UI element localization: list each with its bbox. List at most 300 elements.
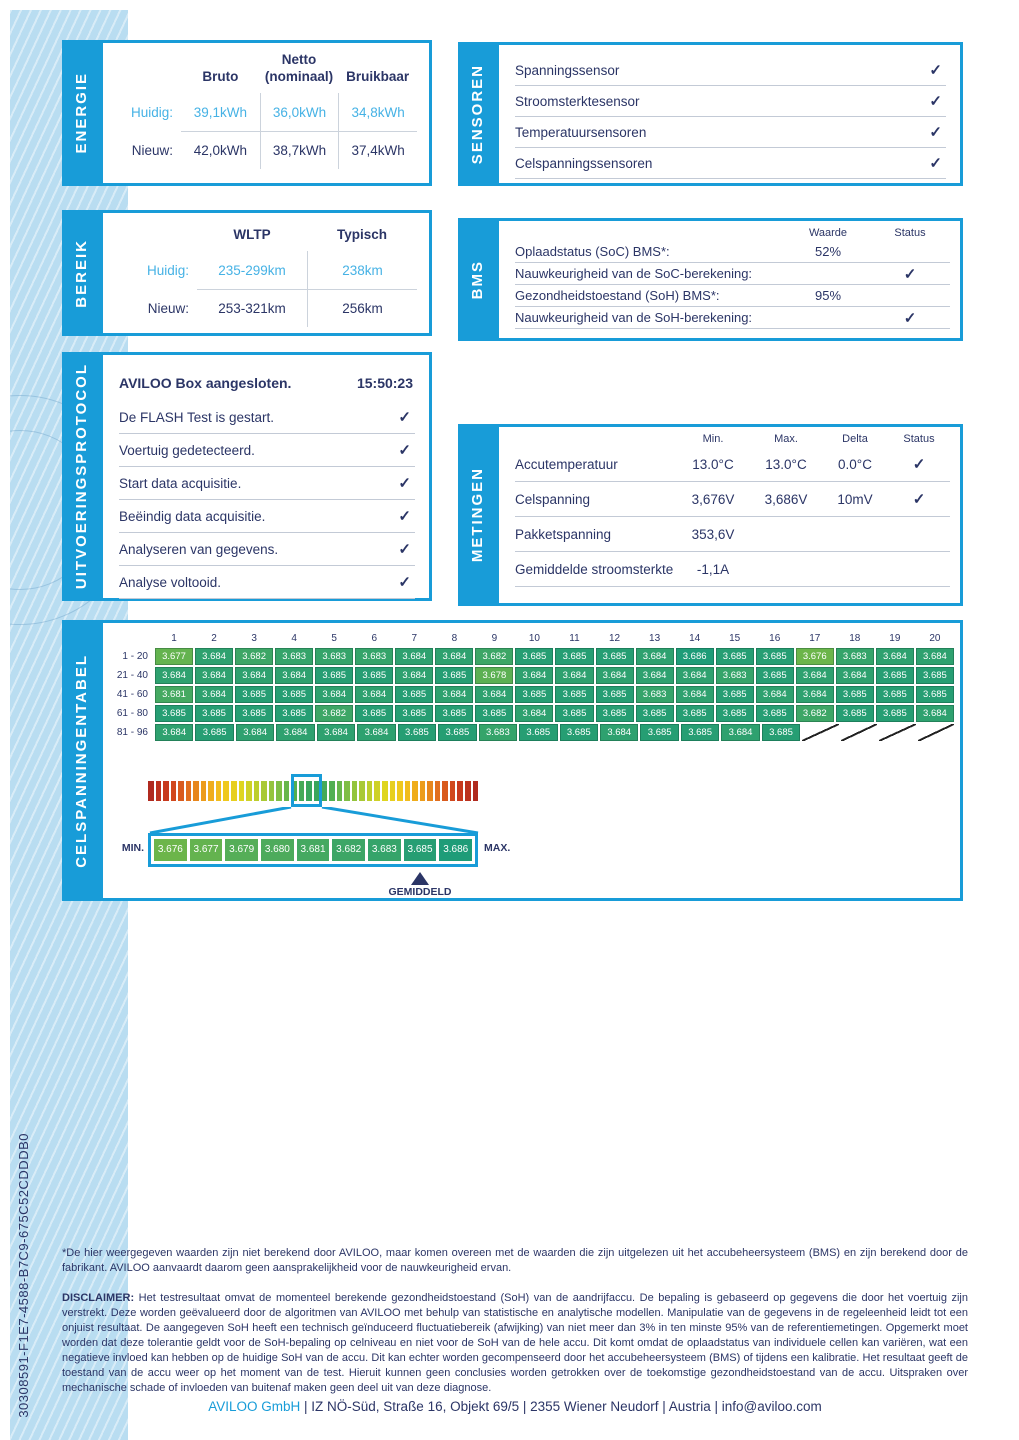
cell-table-row <box>109 705 954 722</box>
sensoren-tab <box>458 42 496 186</box>
gradient-bar-segment <box>148 781 154 801</box>
bms-tab <box>458 218 496 341</box>
bms-row-label: Nauwkeurigheid van de SoH-berekening: <box>515 310 753 325</box>
protocol-step-label: Start data acquisitie. <box>119 475 242 491</box>
protocol-step <box>119 401 415 434</box>
bms-row-label: Gezondheidstoestand (SoH) BMS*: <box>515 288 720 303</box>
bereik-tab-label: BEREIK <box>72 238 90 308</box>
gradient-bar-segment <box>239 781 245 801</box>
cell-voltage-value: 3.685 <box>515 648 553 665</box>
gradient-bar-segment <box>405 781 411 801</box>
gradient-bar-segment <box>367 781 373 801</box>
protocol-tab-label: UITVOERINGSPROTOCOL <box>72 363 90 590</box>
cell-voltage-value: 3.685 <box>756 648 794 665</box>
cell-voltage-value: 3.684 <box>195 667 233 684</box>
footnote: *De hier weergegeven waarden zijn niet berekend door AVILOO, maar komen overeen met de waarden die zijn uitgelezen uit het accubeheersysteem (BMS) en zijn berekend door de fabrikant. AVILOO aanvaardt daarom geen aansprakelijkheid voor de nauwkeurigheid ervan. <box>62 1247 968 1274</box>
bereik-value: 238km <box>307 251 417 289</box>
cell-voltage-value: 3.685 <box>876 686 914 703</box>
check-icon: ✓ <box>929 124 942 141</box>
cell-voltage-value: 3.684 <box>916 648 954 665</box>
metingen-min: 3,676V <box>691 491 735 507</box>
gradient-bar-segment <box>284 781 290 801</box>
cell-voltage-value: 3.685 <box>275 705 313 722</box>
cell-column-header: 10 <box>528 633 540 644</box>
bms-row <box>515 285 950 307</box>
cell-voltage-value: 3.685 <box>435 705 473 722</box>
cell-voltage-value: 3.685 <box>756 705 794 722</box>
cell-voltage-value: 3.684 <box>836 667 874 684</box>
cell-column-header: 8 <box>451 633 458 644</box>
report-id: 30308591-F1E7-4588-B7C9-675C52CDDDB0 <box>16 1133 31 1418</box>
gradient-bar-segment <box>322 781 328 801</box>
cell-voltage-value: 3.684 <box>235 667 273 684</box>
energie-value: 36,0kWh <box>260 93 339 131</box>
bms-row <box>515 241 950 263</box>
cell-voltage-value: 3.684 <box>756 686 794 703</box>
cell-column-header: 12 <box>608 633 621 644</box>
bms-row-label: Oplaadstatus (SoC) BMS*: <box>515 244 670 259</box>
cell-voltage-value: 3.685 <box>315 667 353 684</box>
disclaimer-text: Het testresultaat omvat de momenteel berekende gezondheidstoestand (SoH) van de aandrijfaccu. De bepaling is gebaseerd op gegevens die door het voertuig zijn verstrekt. Deze worden geëvalueerd door de algoritmen van AVILOO met behulp van statistische en analytische modellen. Manipulatie van de gegevens in de regeleenheid leidt tot een onjuist resultaat. De aangegeven SoH heeft een technisch geïnduceerd fluctuatiebereik (afwijking) van niet meer dan 3% in ten minste 95% van de referentiemetingen. Opgemerkt moet worden dat deze tolerantie geldt voor de SoH-bepaling op celniveau en niet voor de SoH van de hele accu. Dit komt omdat de oplaadstatus van individuele cellen kan variëren, wat een negatieve invloed kan hebben op de huidige SoH van de accu. Dit kan echter worden gecompenseerd door het accubeheersysteem (BMS) of tijdens een kalibratie. Het resultaat geeft de toestand van de accu weer op het moment van de test. Hieruit kunnen geen conclusies worden getrokken over de toekomstige gezondheidstoestand van de accu. Uitspraken over mechanische schade of invloeden van buitenaf maken geen deel uit van deze diagnose. <box>62 1292 968 1394</box>
status-check-icon: ✓ <box>912 491 926 508</box>
metingen-row-label: Celspanning <box>515 491 591 507</box>
cell-voltage-value: 3.684 <box>676 667 714 684</box>
metingen-rows <box>499 447 960 587</box>
bereik-panel <box>62 210 432 336</box>
gradient-bar-segment <box>344 781 350 801</box>
gradient-bar-segment <box>465 781 471 801</box>
disclaimer <box>62 1291 968 1396</box>
cell-voltage-value: 3.683 <box>636 686 674 703</box>
bms-panel <box>458 218 963 341</box>
zoom-strip-cell: 3.685 <box>404 839 437 861</box>
cell-voltage-table <box>109 633 954 743</box>
cell-voltage-value: 3.685 <box>355 705 393 722</box>
zoom-strip-cell: 3.676 <box>154 839 187 861</box>
cell-voltage-value: 3.684 <box>195 686 233 703</box>
cell-voltage-value: 3.684 <box>876 648 914 665</box>
cell-voltage-value: 3.683 <box>479 724 517 741</box>
cell-voltage-value: 3.684 <box>515 705 553 722</box>
cell-voltage-value: 3.682 <box>796 705 834 722</box>
gradient-bar-segment <box>337 781 343 801</box>
energie-value: 34,8kWh <box>338 93 417 131</box>
cell-voltage-value: 3.684 <box>317 724 355 741</box>
gradient-bar-segment <box>450 781 456 801</box>
sensoren-panel <box>458 42 963 186</box>
footer-address: | IZ NÖ-Süd, Straße 16, Objekt 69/5 | 2355 Wiener Neudorf | Austria | info@aviloo.com <box>300 1399 822 1414</box>
average-label: GEMIDDELD <box>388 886 452 898</box>
sensor-label: Stroomsterktesensor <box>515 93 640 109</box>
protocol-step <box>119 533 415 566</box>
cell-voltage-value: 3.684 <box>355 686 393 703</box>
cell-voltage-value: 3.682 <box>475 648 513 665</box>
energie-value: 38,7kWh <box>260 131 339 169</box>
protocol-step-label: Voertuig gedetecteerd. <box>119 442 255 458</box>
metingen-header-status: Status <box>903 433 935 445</box>
check-icon: ✓ <box>398 574 411 591</box>
cell-table-row <box>109 724 954 741</box>
cell-table-header-spacer <box>109 633 153 644</box>
check-icon: ✓ <box>398 442 411 459</box>
energie-row-label: Huidig: <box>130 104 173 120</box>
cell-voltage-value: 3.685 <box>636 705 674 722</box>
gradient-bar-segment <box>269 781 275 801</box>
metingen-row-label: Pakketspanning <box>515 526 612 542</box>
gradient-bar-segment <box>186 781 192 801</box>
gradient-bar-segment <box>178 781 184 801</box>
gradient-bar-segment <box>420 781 426 801</box>
gradient-zoom-outline <box>291 774 322 807</box>
cell-voltage-value: 3.685 <box>876 667 914 684</box>
cell-column-header: 1 <box>171 633 177 644</box>
bereik-grid <box>103 213 429 331</box>
cell-voltage-value: 3.684 <box>676 686 714 703</box>
gradient-bar-segment <box>208 781 214 801</box>
bereik-value: 235-299km <box>218 262 286 278</box>
bms-header-status: Status <box>894 227 926 239</box>
metingen-tab <box>458 424 496 606</box>
zoom-strip-cell: 3.677 <box>190 839 223 861</box>
bms-row <box>515 263 950 285</box>
metingen-header-row <box>499 427 960 447</box>
cell-column-header: 18 <box>849 633 861 644</box>
cell-voltage-value: 3.685 <box>395 686 433 703</box>
cell-voltage-value: 3.685 <box>756 667 794 684</box>
cell-voltage-value: 3.684 <box>555 667 593 684</box>
footer-company: AVILOO GmbH <box>208 1399 301 1414</box>
cell-column-header: 19 <box>889 633 901 644</box>
cell-row-label: 1 - 20 <box>122 651 148 662</box>
cell-column-header: 4 <box>291 633 297 644</box>
cell-voltage-value: 3.683 <box>716 667 754 684</box>
cell-voltage-value: 3.685 <box>235 686 273 703</box>
zoom-strip-cell: 3.683 <box>368 839 401 861</box>
sensor-label: Temperatuursensoren <box>515 124 647 140</box>
status-check-icon: ✓ <box>903 265 917 283</box>
cell-voltage-value: 3.685 <box>762 724 800 741</box>
cell-voltage-value: 3.685 <box>596 705 634 722</box>
protocol-step <box>119 467 415 500</box>
sensor-label: Spanningssensor <box>515 62 620 78</box>
energie-header-netto: Netto (nominaal) <box>264 52 334 85</box>
bms-row <box>515 307 950 329</box>
cell-voltage-value: 3.685 <box>560 724 598 741</box>
cell-voltage-value: 3.685 <box>916 686 954 703</box>
average-marker-triangle <box>411 872 429 885</box>
max-label: MAX. <box>484 842 511 854</box>
cell-column-header: 6 <box>371 633 378 644</box>
status-check-icon: ✓ <box>912 456 926 473</box>
sensor-row <box>515 117 946 148</box>
cell-table-row <box>109 667 954 684</box>
check-icon: ✓ <box>398 508 411 525</box>
min-label: MIN. <box>121 842 144 854</box>
gradient-bar-segment <box>216 781 222 801</box>
gradient-bar-segment <box>231 781 237 801</box>
zoom-strip-cell: 3.686 <box>439 839 472 861</box>
zoom-strip-cell: 3.682 <box>332 839 365 861</box>
protocol-title-row <box>119 365 415 401</box>
cell-voltage-value: 3.683 <box>355 648 393 665</box>
cell-voltage-value: 3.684 <box>596 667 634 684</box>
check-icon: ✓ <box>929 62 942 79</box>
cell-voltage-value: 3.686 <box>676 648 714 665</box>
gradient-bar-segment <box>397 781 403 801</box>
bereik-tab <box>62 210 100 336</box>
cell-voltage-value: 3.685 <box>640 724 678 741</box>
cell-column-header: 20 <box>929 633 941 644</box>
check-icon: ✓ <box>929 93 942 110</box>
metingen-row <box>515 552 950 587</box>
cell-empty-slash <box>802 724 838 741</box>
protocol-step <box>119 434 415 467</box>
cell-voltage-value: 3.685 <box>836 686 874 703</box>
bereik-value: 256km <box>307 289 417 327</box>
cell-voltage-value: 3.685 <box>435 667 473 684</box>
gradient-bar-segment <box>412 781 418 801</box>
metingen-max: 3,686V <box>764 491 808 507</box>
sensoren-tab-label: SENSOREN <box>468 63 486 165</box>
cell-column-header: 17 <box>809 633 821 644</box>
bereik-box <box>100 210 432 336</box>
zoom-funnel-lines <box>143 807 493 833</box>
metingen-delta: 10mV <box>837 491 873 507</box>
cell-voltage-value: 3.685 <box>235 705 273 722</box>
sensor-row <box>515 148 946 179</box>
cell-table-header-row <box>109 633 954 644</box>
check-icon: ✓ <box>398 475 411 492</box>
gradient-bar-segment <box>246 781 252 801</box>
protocol-step-label: De FLASH Test is gestart. <box>119 409 275 425</box>
cell-voltage-value: 3.683 <box>836 648 874 665</box>
cell-voltage-value: 3.684 <box>916 705 954 722</box>
cell-column-header: 2 <box>211 633 217 644</box>
bms-row-value: 52% <box>814 244 842 259</box>
cell-column-header: 13 <box>649 633 661 644</box>
gradient-bar-segment <box>374 781 380 801</box>
energie-row-label: Nieuw: <box>131 142 173 158</box>
celspanningen-panel <box>62 620 963 901</box>
gradient-bar-segment <box>261 781 267 801</box>
energie-tab-label: ENERGIE <box>72 72 90 154</box>
cell-voltage-value: 3.684 <box>195 648 233 665</box>
gradient-bar-segment <box>442 781 448 801</box>
bereik-row-label: Nieuw: <box>147 300 189 316</box>
metingen-delta: 0.0°C <box>838 456 872 472</box>
cell-voltage-value: 3.684 <box>155 667 193 684</box>
sensor-label: Celspanningssensoren <box>515 155 653 171</box>
gradient-bar-segment <box>193 781 199 801</box>
check-icon: ✓ <box>398 409 411 426</box>
cell-voltage-value: 3.685 <box>681 724 719 741</box>
gradient-bar-segment <box>201 781 207 801</box>
check-icon: ✓ <box>398 541 411 558</box>
status-check-icon: ✓ <box>903 309 917 327</box>
energie-value: 39,1kWh <box>193 104 247 120</box>
cell-voltage-value: 3.684 <box>475 686 513 703</box>
cell-voltage-value: 3.684 <box>155 724 193 741</box>
cell-voltage-value: 3.684 <box>796 686 834 703</box>
protocol-step-label: Analyseren van gegevens. <box>119 541 279 557</box>
cell-voltage-value: 3.685 <box>555 705 593 722</box>
zoom-strip-cell: 3.681 <box>297 839 330 861</box>
cell-voltage-value: 3.684 <box>515 667 553 684</box>
zoom-strip-cell: 3.680 <box>261 839 294 861</box>
celspanningen-tab-label: CELSPANNINGENTABEL <box>72 653 90 868</box>
bms-header-waarde: Waarde <box>808 227 848 239</box>
bms-tab-label: BMS <box>468 259 486 300</box>
energie-grid <box>103 43 429 173</box>
cell-voltage-value: 3.677 <box>155 648 193 665</box>
cell-voltage-value: 3.684 <box>276 724 314 741</box>
bereik-header-spacer <box>109 219 197 251</box>
voltage-zoom-strip <box>148 833 478 867</box>
metingen-row-label: Gemiddelde stroomsterkte <box>515 561 674 577</box>
cell-empty-slash <box>841 724 877 741</box>
gradient-bar-segment <box>276 781 282 801</box>
cell-voltage-value: 3.685 <box>716 705 754 722</box>
cell-voltage-value: 3.682 <box>315 705 353 722</box>
gradient-bar-segment <box>359 781 365 801</box>
gradient-bar-segment <box>156 781 162 801</box>
disclaimer-label: DISCLAIMER: <box>62 1292 135 1304</box>
metingen-box <box>496 424 963 606</box>
metingen-panel <box>458 424 963 606</box>
cell-voltage-value: 3.682 <box>235 648 273 665</box>
cell-voltage-value: 3.684 <box>395 648 433 665</box>
bereik-header-typisch: Typisch <box>336 227 387 243</box>
metingen-max: 13.0°C <box>765 456 807 472</box>
zoom-strip-cell: 3.679 <box>225 839 258 861</box>
bms-box <box>496 218 963 341</box>
cell-voltage-value: 3.685 <box>195 724 233 741</box>
metingen-min: -1,1A <box>696 561 730 577</box>
gradient-bar-segment <box>435 781 441 801</box>
cell-row-label: 21 - 40 <box>116 670 148 681</box>
cell-voltage-value: 3.685 <box>676 705 714 722</box>
cell-voltage-value: 3.685 <box>916 667 954 684</box>
sensoren-rows <box>499 45 960 179</box>
energie-value: 42,0kWh <box>181 131 260 169</box>
sensor-row <box>515 86 946 117</box>
cell-column-header: 9 <box>491 633 498 644</box>
cell-voltage-value: 3.685 <box>438 724 476 741</box>
metingen-header-min: Min. <box>702 433 724 445</box>
metingen-row <box>515 517 950 552</box>
cell-column-header: 14 <box>689 633 701 644</box>
protocol-time: 15:50:23 <box>356 375 413 391</box>
energie-header-bruto: Bruto <box>202 69 239 85</box>
gradient-bar-segment <box>223 781 229 801</box>
energie-tab <box>62 40 100 186</box>
metingen-row <box>515 482 950 517</box>
cell-column-header: 15 <box>729 633 741 644</box>
cell-voltage-value: 3.684 <box>315 686 353 703</box>
cell-voltage-value: 3.685 <box>355 667 393 684</box>
cell-voltage-value: 3.678 <box>475 667 513 684</box>
cell-voltage-value: 3.684 <box>600 724 638 741</box>
energie-box <box>100 40 432 186</box>
cell-empty-slash <box>918 724 954 741</box>
gradient-bar-segment <box>329 781 335 801</box>
cell-voltage-value: 3.685 <box>519 724 557 741</box>
sensor-row <box>515 55 946 86</box>
cell-voltage-value: 3.684 <box>395 667 433 684</box>
check-icon: ✓ <box>929 155 942 172</box>
cell-column-header: 16 <box>769 633 781 644</box>
cell-voltage-value: 3.684 <box>435 686 473 703</box>
cell-voltage-value: 3.684 <box>236 724 274 741</box>
energie-value: 37,4kWh <box>338 131 417 169</box>
cell-voltage-value: 3.685 <box>555 686 593 703</box>
bereik-row-label: Huidig: <box>146 262 189 278</box>
cell-row-label: 81 - 96 <box>116 727 148 738</box>
metingen-header-max: Max. <box>774 433 798 445</box>
cell-voltage-value: 3.685 <box>836 705 874 722</box>
cell-voltage-value: 3.684 <box>435 648 473 665</box>
protocol-step <box>119 566 415 599</box>
cell-table-row <box>109 648 954 665</box>
cell-voltage-value: 3.684 <box>275 667 313 684</box>
bms-rows <box>499 241 960 329</box>
cell-column-header: 3 <box>251 633 257 644</box>
bms-row-value: 95% <box>814 288 842 303</box>
gradient-bar-segment <box>171 781 177 801</box>
cell-table-row <box>109 686 954 703</box>
gradient-bar-segment <box>427 781 433 801</box>
cell-voltage-value: 3.684 <box>721 724 759 741</box>
cell-voltage-value: 3.685 <box>398 724 436 741</box>
cell-voltage-value: 3.685 <box>596 648 634 665</box>
cell-voltage-value: 3.683 <box>315 648 353 665</box>
cell-voltage-value: 3.685 <box>716 686 754 703</box>
metingen-tab-label: METINGEN <box>468 467 486 563</box>
protocol-panel <box>62 352 432 601</box>
cell-voltage-value: 3.676 <box>796 648 834 665</box>
cell-voltage-value: 3.685 <box>716 648 754 665</box>
cell-voltage-value: 3.681 <box>155 686 193 703</box>
gradient-bar-segment <box>163 781 169 801</box>
cell-voltage-value: 3.685 <box>876 705 914 722</box>
cell-empty-slash <box>879 724 915 741</box>
cell-voltage-value: 3.684 <box>796 667 834 684</box>
cell-column-header: 7 <box>411 633 418 644</box>
metingen-min: 13.0°C <box>692 456 734 472</box>
protocol-step <box>119 500 415 533</box>
energie-header-bruikbaar: Bruikbaar <box>346 69 410 85</box>
metingen-row-label: Accutemperatuur <box>515 456 618 472</box>
cell-voltage-value: 3.685 <box>555 648 593 665</box>
protocol-title: AVILOO Box aangesloten. <box>119 375 292 391</box>
cell-column-header: 5 <box>331 633 337 644</box>
energie-panel <box>62 40 432 186</box>
protocol-steps <box>119 401 415 599</box>
cell-voltage-value: 3.685 <box>596 686 634 703</box>
cell-column-header: 11 <box>569 633 580 644</box>
cell-voltage-value: 3.684 <box>357 724 395 741</box>
cell-row-label: 61 - 80 <box>116 708 148 719</box>
bereik-header-wltp: WLTP <box>233 227 271 243</box>
cell-voltage-value: 3.685 <box>155 705 193 722</box>
gradient-bar-segment <box>382 781 388 801</box>
cell-voltage-value: 3.684 <box>636 648 674 665</box>
footer-contact-line <box>62 1399 968 1414</box>
cell-voltage-value: 3.685 <box>275 686 313 703</box>
gradient-bar-segment <box>390 781 396 801</box>
gradient-bar-segment <box>473 781 479 801</box>
celspanningen-tab <box>62 620 100 901</box>
